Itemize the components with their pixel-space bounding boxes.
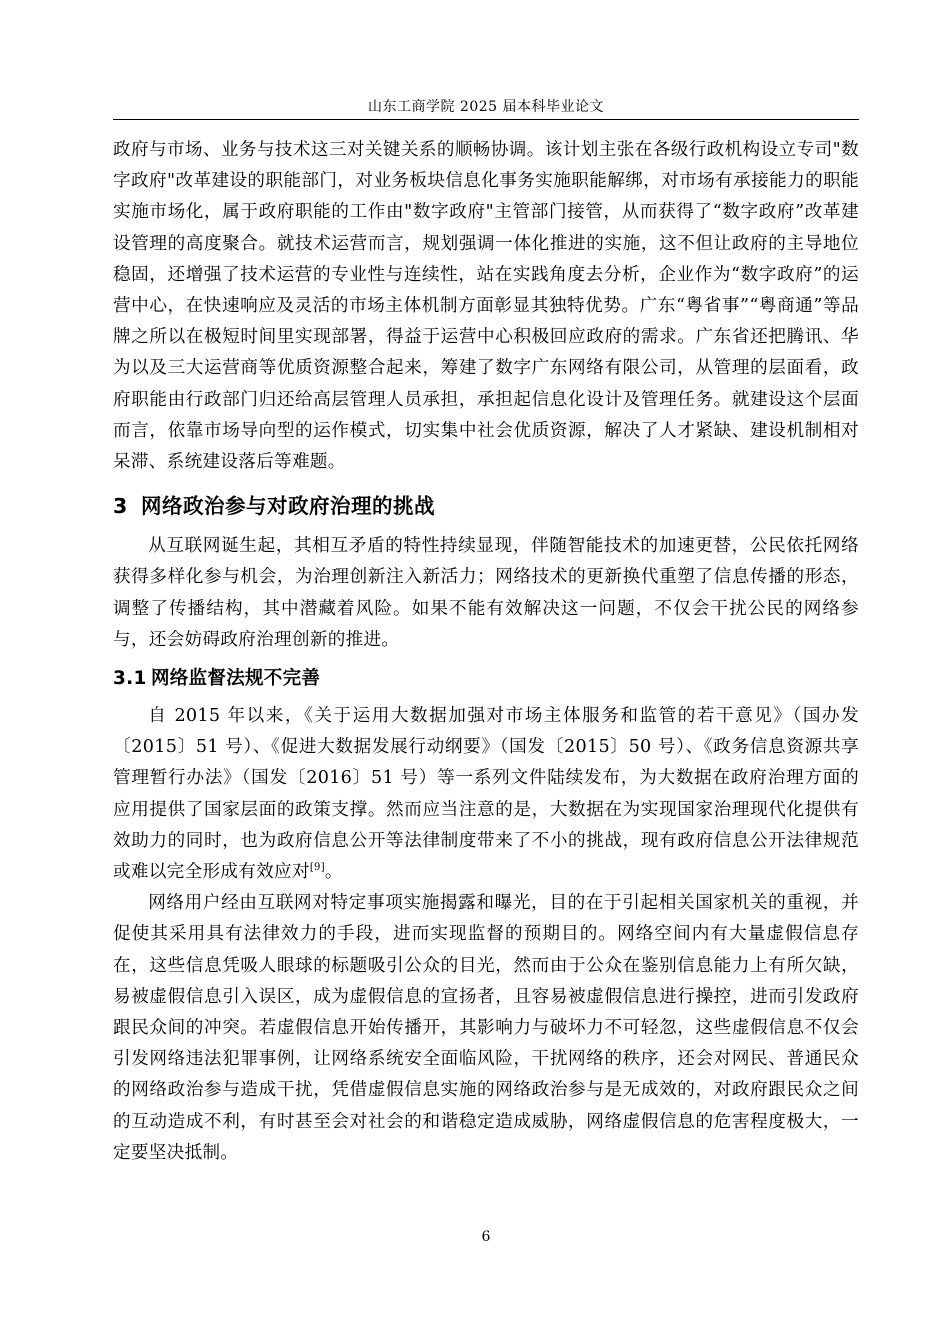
citation-9[interactable]: [9] — [309, 862, 325, 874]
paragraph-continued: 政府与市场、业务与技术这三对关键关系的顺畅协调。该计划主张在各级行政机构设立专司"数字政府"改革建设的职能部门，对业务板块信息化事务实施职能解绑，对市场有承接能力的职能实施市场化，属于政府职能的工作由"数字政府"主管部门接管，从而获得了“数字政府”改革建设管理的高度聚合。就技术运营而言，规划强调一体化推进的实施，这不但让政府的主导地位稳固，还增强了技术运营的专业性与连续性，站在实践角度去分析，企业作为“数字政府”的运营中心，在快速响应及灵活的市场主体机制方面彰显其独特优势。广东“粤省事”“粤商通”等品牌之所以在极短时间里实现部署，得益于运营中心积极回应政府的需求。广东省还把腾讯、华为以及三大运营商等优质资源整合起来，筹建了数字广东网络有限公司，从管理的层面看，政府职能由行政部门归还给高层管理人员承担，承担起信息化设计及管理任务。就建设这个层面而言，依靠市场导向型的运作模式，切实集中社会优质资源，解决了人才紧缺、建设机制相对呆滞、系统建设落后等难题。 — [113, 140, 859, 473]
running-header: 山东工商学院 2025 届本科毕业论文 — [367, 99, 605, 115]
subsection-title: 网络监督法规不完善 — [151, 668, 321, 690]
paragraph-policy-end: 。 — [324, 862, 343, 883]
paragraph-section-intro: 从互联网诞生起，其相互矛盾的特性持续显现，伴随智能技术的加速更替，公民依托网络获得多样化参与机会，为治理创新注入新活力；网络技术的更新换代重塑了信息传播的形态，调整了传播结构，其中潜藏着风险。如果不能有效解决这一问题，不仅会干扰公民的网络参与，还会妨碍政府治理创新的推进。 — [113, 536, 859, 650]
section-number: 3 — [113, 494, 128, 519]
paragraph-false-information: 网络用户经由互联网对特定事项实施揭露和曝光，目的在于引起相关国家机关的重视，并促使其采用具有法律效力的手段，进而实现监督的预期目的。网络空间内有大量虚假信息存在，这些信息凭吸人眼球的标题吸引公众的目光，然而由于公众在鉴别信息能力上有所欠缺，易被虚假信息引入误区，成为虚假信息的宣扬者，且容易被虚假信息进行操控，进而引发政府跟民众间的冲突。若虚假信息开始传播开，其影响力与破坏力不可轻忽，这些虚假信息不仅会引发网络违法犯罪事例，让网络系统安全面临风险，干扰网络的秩序，还会对网民、普通民众的网络政治参与造成干扰，凭借虚假信息实施的网络政治参与是无成效的，对政府跟民众之间的互动造成不利，有时甚至会对社会的和谐稳定造成威胁，网络虚假信息的危害程度极大，一定要坚决抵制。 — [113, 893, 859, 1163]
header-rule — [113, 119, 859, 120]
paragraph-policy-documents — [113, 701, 859, 888]
body-text — [113, 135, 859, 1169]
page-number: 6 — [481, 1229, 491, 1245]
paragraph-policy-text: 自 2015 年以来，《关于运用大数据加强对市场主体服务和监管的若干意见》（国办发〔2015〕51 号）、《促进大数据发展行动纲要》（国发〔2015〕50 号）、《政务信息资源共享管理暂行办法》（国发〔2016〕51 号）等一系列文件陆续发布，为大数据在政府治理方面的应用提供了国家层面的政策支撑。然而应当注意的是，大数据在为实现国家治理现代化提供有效助力的同时，也为政府信息公开等法律制度带来了不小的挑战，现有政府信息公开法律规范或难以完全形成有效应对 — [113, 706, 859, 883]
subsection-heading-3-1 — [113, 664, 859, 694]
section-title: 网络政治参与对政府治理的挑战 — [141, 494, 435, 519]
section-heading-3 — [113, 491, 859, 521]
subsection-number: 3.1 — [113, 668, 147, 690]
